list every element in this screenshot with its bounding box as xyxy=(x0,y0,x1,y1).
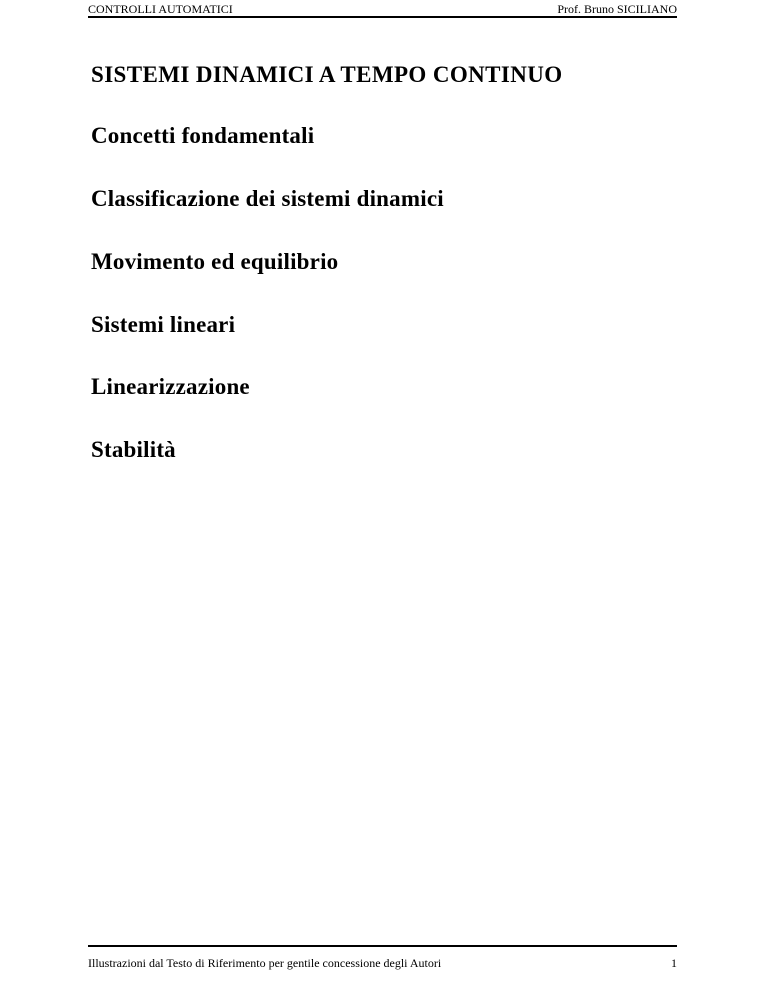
section-heading-concetti-fondamentali: Concetti fondamentali xyxy=(91,123,315,148)
section-heading-sistemi-lineari: Sistemi lineari xyxy=(91,312,236,337)
section-heading-stabilita: Stabilità xyxy=(91,437,176,462)
section-heading-movimento-equilibrio: Movimento ed equilibrio xyxy=(91,249,339,274)
section-heading-classificazione: Classificazione dei sistemi dinamici xyxy=(91,186,444,211)
page-number: 1 xyxy=(671,956,677,970)
section-heading-linearizzazione: Linearizzazione xyxy=(91,374,250,399)
header-course-title: CONTROLLI AUTOMATICI xyxy=(88,2,233,16)
header-author: Prof. Bruno SICILIANO xyxy=(557,2,677,16)
footer-credit: Illustrazioni dal Testo di Riferimento per gentile concessione degli Autori xyxy=(88,956,442,970)
header-divider xyxy=(88,16,677,18)
page-title: SISTEMI DINAMICI A TEMPO CONTINUO xyxy=(91,62,563,87)
footer-divider xyxy=(88,945,677,947)
